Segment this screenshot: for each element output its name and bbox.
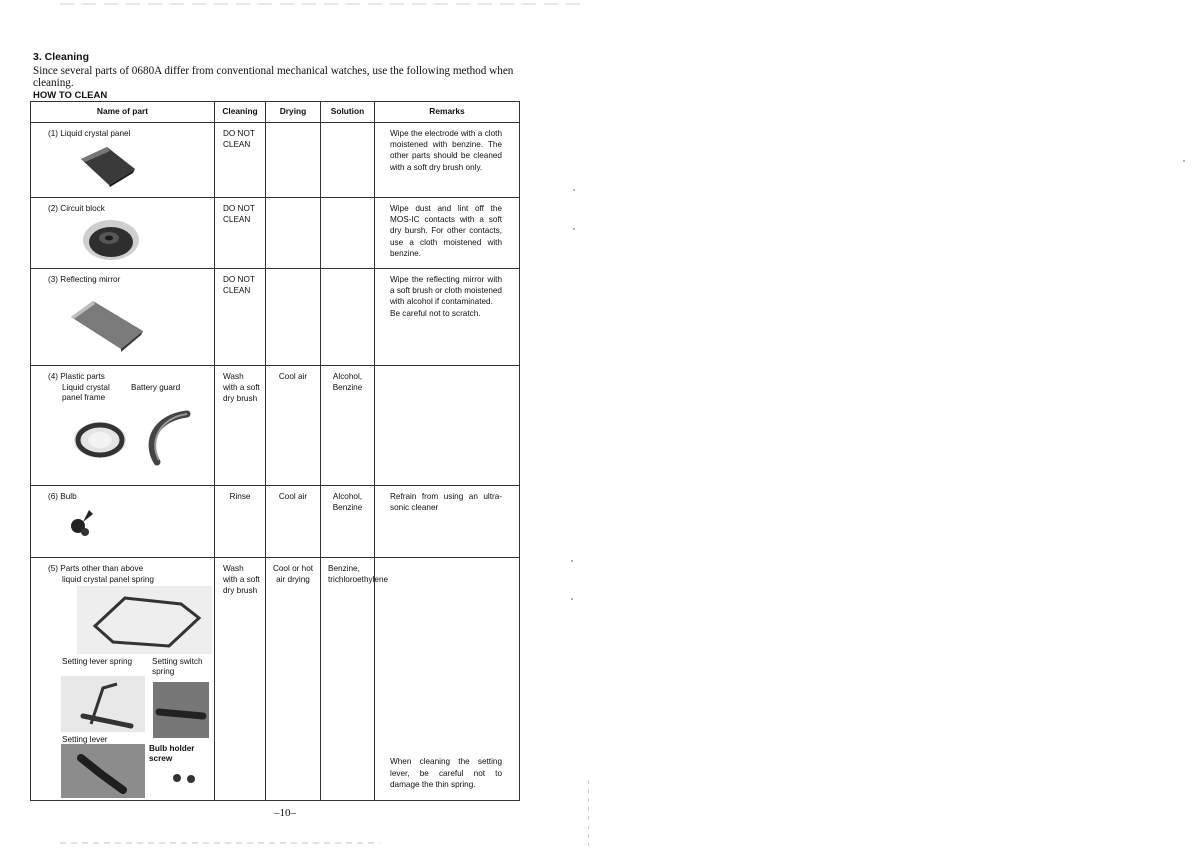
table-header-row xyxy=(31,102,520,123)
scan-artifact-bottom xyxy=(60,842,380,844)
part-sub-label: Setting switch spring xyxy=(152,657,203,676)
part-cell xyxy=(31,123,215,198)
table-row xyxy=(31,269,520,366)
scan-artifact-top xyxy=(60,3,580,5)
panel-spring-image xyxy=(77,586,212,654)
intro-paragraph: Since several parts of 0680A differ from conventional mechanical watches, use the following method when cleaning. xyxy=(33,65,514,89)
drying-cell: Cool or hot air drying xyxy=(266,558,321,801)
part-sub-label: Bulb holder screw xyxy=(149,744,195,763)
cleaning-table xyxy=(30,101,520,801)
cleaning-cell: Rinse xyxy=(215,486,266,558)
header-solution: Solution xyxy=(321,102,375,123)
part-sub-label: liquid crystal panel spring xyxy=(62,575,154,584)
speck xyxy=(1183,160,1185,162)
drying-cell xyxy=(266,269,321,366)
remarks-cell xyxy=(375,366,520,486)
subsection-title: HOW TO CLEAN xyxy=(33,90,108,101)
remarks-text: Wipe the reflecting mirror with a soft brush or cloth moistened with alcohol if contaminated. xyxy=(390,275,502,307)
table-row xyxy=(31,486,520,558)
speck xyxy=(573,189,575,191)
part-name: (3) Reflecting mirror xyxy=(48,275,121,284)
bulb-image xyxy=(67,504,97,540)
part-name: (6) Bulb xyxy=(48,492,77,501)
table-row xyxy=(31,558,520,801)
drying-cell: Cool air xyxy=(266,486,321,558)
part-sub-label: Setting lever xyxy=(62,735,108,744)
liquid-crystal-panel-image xyxy=(73,145,141,189)
bulb-holder-screw-image xyxy=(169,770,201,790)
part-cell xyxy=(31,269,215,366)
solution-cell: Alcohol, Benzine xyxy=(321,486,375,558)
part-cell xyxy=(31,486,215,558)
page-number: –10– xyxy=(274,807,296,819)
cleaning-cell: Wash with a soft dry brush xyxy=(215,558,266,801)
remarks-cell xyxy=(375,269,520,366)
setting-switch-spring-image xyxy=(153,682,209,738)
remarks-note: Be careful not to scratch. xyxy=(390,308,481,318)
header-drying: Drying xyxy=(266,102,321,123)
drying-cell: Cool air xyxy=(266,366,321,486)
setting-lever-spring-image xyxy=(61,676,145,732)
drying-cell xyxy=(266,123,321,198)
remarks-cell: Wipe dust and lint off the MOS-IC contacts with a soft dry bursh. For other contacts, use a cloth moistened with benzine. xyxy=(375,198,520,269)
remarks-cell: Wipe the electrode with a cloth moistened with benzine. The other parts should be cleaned with a soft dry brush only. xyxy=(375,123,520,198)
solution-cell: Alcohol, Benzine xyxy=(321,366,375,486)
table-row xyxy=(31,123,520,198)
circuit-block-image xyxy=(75,214,147,264)
part-cell xyxy=(31,366,215,486)
cleaning-cell: DO NOT CLEAN xyxy=(215,269,266,366)
part-name: (2) Circuit block xyxy=(48,204,105,213)
part-sub-label: Liquid crystal panel frame xyxy=(62,383,110,402)
panel-frame-image xyxy=(67,412,133,464)
page-fold-line xyxy=(588,780,589,850)
battery-guard-image xyxy=(135,406,201,468)
speck xyxy=(571,598,573,600)
solution-cell xyxy=(321,269,375,366)
part-name: (1) Liquid crystal panel xyxy=(48,129,131,138)
remarks-cell: When cleaning the setting lever, be careful not to damage the thin spring. xyxy=(375,558,520,801)
solution-cell xyxy=(321,123,375,198)
reflecting-mirror-image xyxy=(67,295,147,353)
remarks-cell: Refrain from using an ultra-sonic cleaner xyxy=(375,486,520,558)
cleaning-cell: DO NOT CLEAN xyxy=(215,198,266,269)
part-cell xyxy=(31,558,215,801)
solution-cell: Benzine, trichloroethylene xyxy=(321,558,375,801)
solution-cell xyxy=(321,198,375,269)
part-name: (5) Parts other than above xyxy=(48,564,144,573)
part-name: (4) Plastic parts xyxy=(48,372,105,381)
setting-lever-image xyxy=(61,744,145,798)
header-name-of-part: Name of part xyxy=(31,102,215,123)
header-remarks: Remarks xyxy=(375,102,520,123)
cleaning-cell: Wash with a soft dry brush xyxy=(215,366,266,486)
table-row xyxy=(31,198,520,269)
drying-cell xyxy=(266,198,321,269)
cleaning-cell: DO NOT CLEAN xyxy=(215,123,266,198)
header-cleaning: Cleaning xyxy=(215,102,266,123)
speck xyxy=(573,228,575,230)
part-cell xyxy=(31,198,215,269)
part-sub-label: Battery guard xyxy=(131,383,181,392)
part-sub-label: Setting lever spring xyxy=(62,657,133,666)
table-row xyxy=(31,366,520,486)
section-title: 3. Cleaning xyxy=(33,51,90,63)
speck xyxy=(571,560,573,562)
